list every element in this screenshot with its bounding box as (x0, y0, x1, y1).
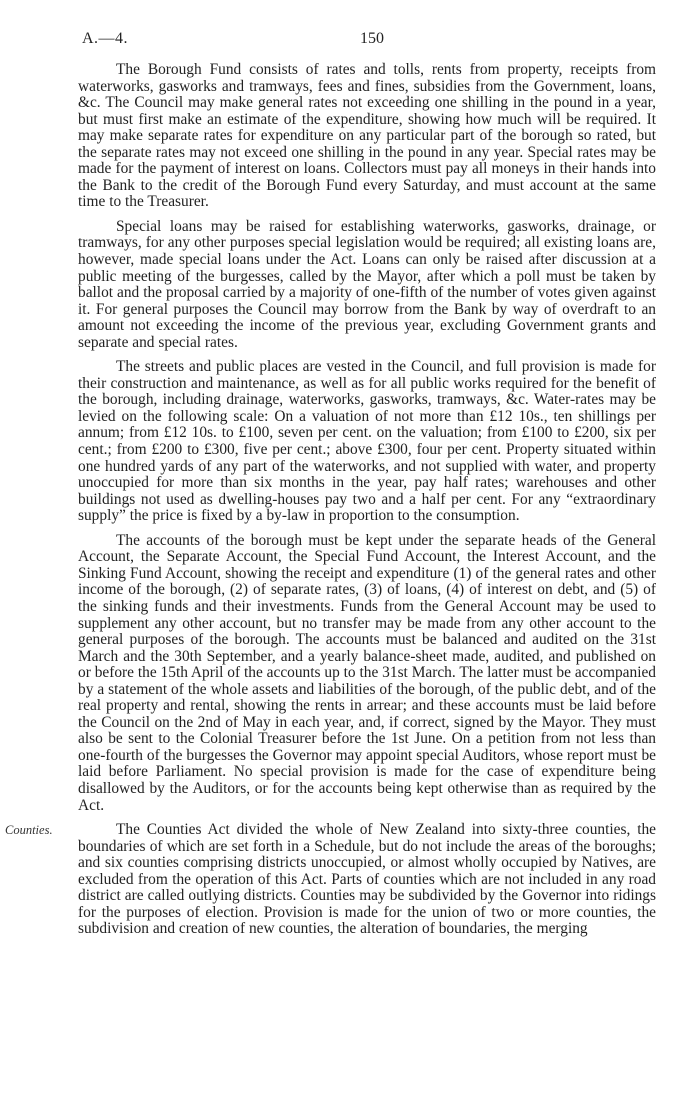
body-text (5, 61, 656, 946)
document-reference: A.—4. (82, 30, 129, 47)
paragraph-borough-accounts: The accounts of the borough must be kept under the separate heads of the General Account, the Separate Account, the Special Fund Account, the Interest Account, and the Sinking Fund Account, showing the receipt and expenditure (1) of the general rates and other income of the borough, (2) of separate rates, (3) of loans, (4) of interest on debt, and (5) of the sinking funds and their investments. Funds from the General Account may be used to supplement any other account, but no transfer may be made from any other account to the general purposes of the borough. The accounts must be balanced and audited on the 31st March and the 30th September, and a yearly balance-sheet made, audited, and published on or before the 15th April of the accounts up to the 31st March. The latter must be accompanied by a statement of the whole assets and liabilities of the borough, of the public debt, and of the real property and rental, showing the rents in arrear; and these accounts must be laid before the Council on the 2nd of May in each year, and, if correct, signed by the Mayor. They must also be sent to the Colonial Treasurer before the 1st June. On a petition from not less than one-fourth of the burgesses the Governor may appoint special Auditors, whose report must be laid before Parliament. No special provision is made for the case of expenditure being disallowed by the Auditors, or for the accounts being kept otherwise than as required by the Act. (78, 531, 656, 814)
paragraph-counties (5, 821, 656, 938)
paragraph-borough-fund: The Borough Fund consists of rates and tolls, rents from property, receipts from waterworks, gasworks and tramways, fees and fines, subsidies from the Government, loans, &c. The Council may make general rates not exceeding one shilling in the pound in a year, but must first make an estimate of the expenditure, showing how much will be required. It may make separate rates for expenditure on any particular part of the borough so rated, but the separate rates may not exceed one shilling in the pound in any year. Special rates may be made for the payment of interest on loans. Collectors must pay all moneys in their hands into the Bank to the credit of the Borough Fund every Saturday, and must account at the same time to the Treasurer. (78, 61, 656, 211)
paragraph-special-loans: Special loans may be raised for establishing waterworks, gasworks, drainage, or tramways, for any other purposes special legislation would be required; all existing loans are, however, made special loans under the Act. Loans can only be raised after discussion at a public meeting of the burgesses, called by the Mayor, after which a poll must be taken by ballot and the proposal carried by a majority of one-fifth of the number of votes given against it. For general purposes the Council may borrow from the Bank by way of overdraft to an amount not exceeding the income of the previous year, excluding Government grants and separate and special rates. (78, 217, 656, 351)
paragraph-streets-water-rates: The streets and public places are vested in the Council, and full provision is made for their construction and maintenance, as well as for all public works required for the benefit of the borough, including drainage, waterworks, gasworks, tramways, &c. Water-rates may be levied on the following scale: On a valuation of not more than £12 10s., ten shillings per annum; from £12 10s. to £100, seven per cent. on the valuation; from £100 to £200, six per cent.; from £200 to £300, five per cent.; above £300, four per cent. Property situated within one hundred yards of any part of the waterworks, and not supplied with water, and property unoccupied for more than six months in the year, pay half rates; warehouses and other buildings not used as dwelling-houses pay two and a half per cent. For any “extraordinary supply” the price is fixed by a by-law in proportion to the consumption. (78, 358, 656, 525)
margin-note-counties: Counties. (5, 823, 53, 838)
paragraph-counties-text: The Counties Act divided the whole of New Zealand into sixty-three counties, the boundaries of which are set forth in a Schedule, but do not include the areas of the boroughs; and six counties comprising districts unoccupied, or almost wholly occupied by Natives, are excluded from the operation of this Act. Parts of counties which are not included in any road district are called outlying districts. Counties may be subdivided by the Governor into ridings for the purposes of election. Provision is made for the union of two or more counties, the subdivision and creation of new counties, the alteration of boundaries, the merging (78, 821, 656, 938)
page-header (82, 30, 654, 50)
page-number: 150 (360, 30, 384, 47)
